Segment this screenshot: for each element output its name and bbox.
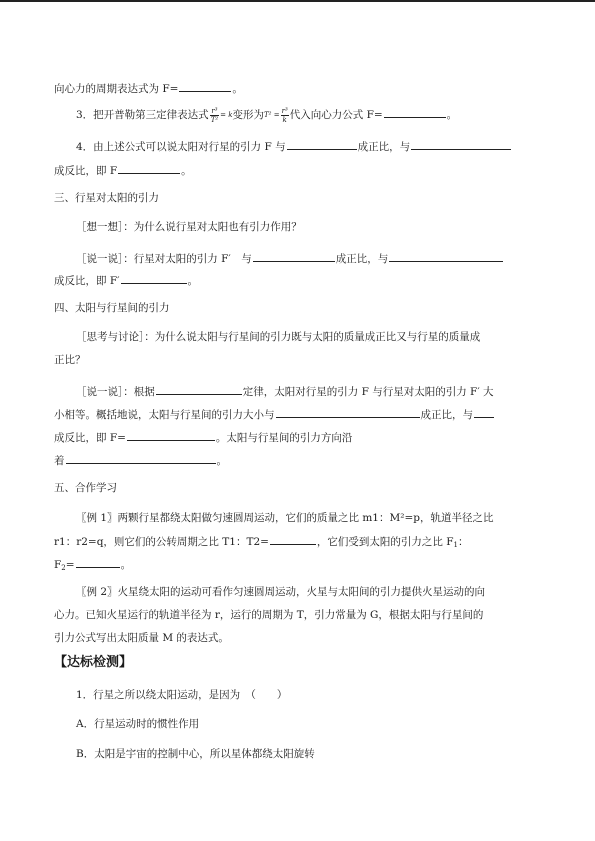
question-1: 1．行星之所以绕太阳运动，是因为 （ ）: [76, 689, 288, 701]
answer-blank[interactable]: [179, 80, 231, 92]
sec4-say-line4: 着 。: [54, 452, 227, 468]
answer-blank[interactable]: [384, 106, 446, 118]
rearranged-fraction: $\frac{\text{r³}}{k}$: [281, 106, 288, 124]
discussion-line1: ［思考与讨论］：为什么说太阳与行星间的引力既与太阳的质量成正比又与行星的质量成: [76, 331, 481, 343]
answer-blank[interactable]: [66, 452, 216, 464]
answer-blank[interactable]: [474, 406, 494, 418]
sec3-say-line1: ［说一说］：行星对太阳的引力 F′ 与 成正比，与: [76, 250, 504, 266]
example2-line2: 心力。已知火星运行的轨道半径为 r，运行的周期为 T，引力常量为 G，根据太阳与行星间的: [54, 609, 484, 621]
example1-line3: $F_2=$ 。: [54, 556, 131, 575]
think-question: ［想一想］：为什么说行星对太阳也有引力作用？: [76, 221, 302, 233]
option-b[interactable]: B．太阳是宇宙的控制中心，所以星体都绕太阳旋转: [76, 748, 315, 760]
example1-line2: r1：r2=q，则它们的公转周期之比 T1：T2= ，它们受到太阳的引力之比 $F_1$：: [54, 533, 469, 552]
section-4-heading: 四、太阳与行星间的引力: [54, 302, 170, 314]
period-expression-line: 向心力的周期表达式为 F= 。: [54, 80, 243, 96]
answer-blank[interactable]: [389, 250, 503, 262]
assessment-heading: 【达标检测】: [54, 655, 133, 670]
sec4-say-line1: ［说一说］：根据 定律，太阳对行星的引力 F 与行星对太阳的引力 F′ 大: [76, 383, 494, 399]
discussion-line2: 正比？: [54, 354, 86, 366]
sec4-say-line2: 小相等。概括地说，太阳与行星间的引力大小与 成正比，与: [54, 406, 495, 422]
answer-blank[interactable]: [276, 406, 420, 418]
example2-line1: 〖例 2〗火星绕太阳的运动可看作匀速圆周运动，火星与太阳间的引力提供火星运动的向: [76, 586, 486, 598]
sec3-say-line2: 成反比，即 F′ 。: [54, 272, 198, 288]
kepler-third-law-line: 3．把开普勒第三定律表达式 $\frac{\text{r³}}{\text{T²}}$ = k变形为T² = $\frac{\text{r³}}{k}$ 代入向心力公式 F= 。: [76, 106, 458, 124]
answer-blank[interactable]: [118, 162, 180, 174]
item4-line2: 成反比，即 F 。: [54, 162, 192, 178]
section-5-heading: 五、合作学习: [54, 482, 117, 494]
option-a[interactable]: A．行星运动时的惯性作用: [76, 718, 200, 730]
example1-line1: 〖例 1〗两颗行星都绕太阳做匀速圆周运动，它们的质量之比 m1：M²=p，轨道半径之比: [76, 512, 494, 524]
answer-blank[interactable]: [253, 250, 335, 262]
answer-blank[interactable]: [156, 383, 242, 395]
section-3-heading: 三、行星对太阳的引力: [54, 192, 159, 204]
example2-line3: 引力公式写出太阳质量 M 的表达式。: [54, 632, 229, 644]
sec4-say-line3: 成反比，即 F= 。太阳与行星间的引力方向沿: [54, 429, 352, 445]
answer-blank[interactable]: [411, 138, 511, 150]
page-top-rule: [0, 0, 595, 2]
answer-blank[interactable]: [121, 272, 187, 284]
answer-blank[interactable]: [76, 556, 120, 568]
item4-line1: 4．由上述公式可以说太阳对行星的引力 F 与 成正比，与: [76, 138, 512, 154]
kepler-fraction: $\frac{\text{r³}}{\text{T²}}$: [210, 106, 219, 124]
answer-blank[interactable]: [127, 429, 215, 441]
answer-blank[interactable]: [270, 533, 316, 545]
answer-blank[interactable]: [287, 138, 357, 150]
